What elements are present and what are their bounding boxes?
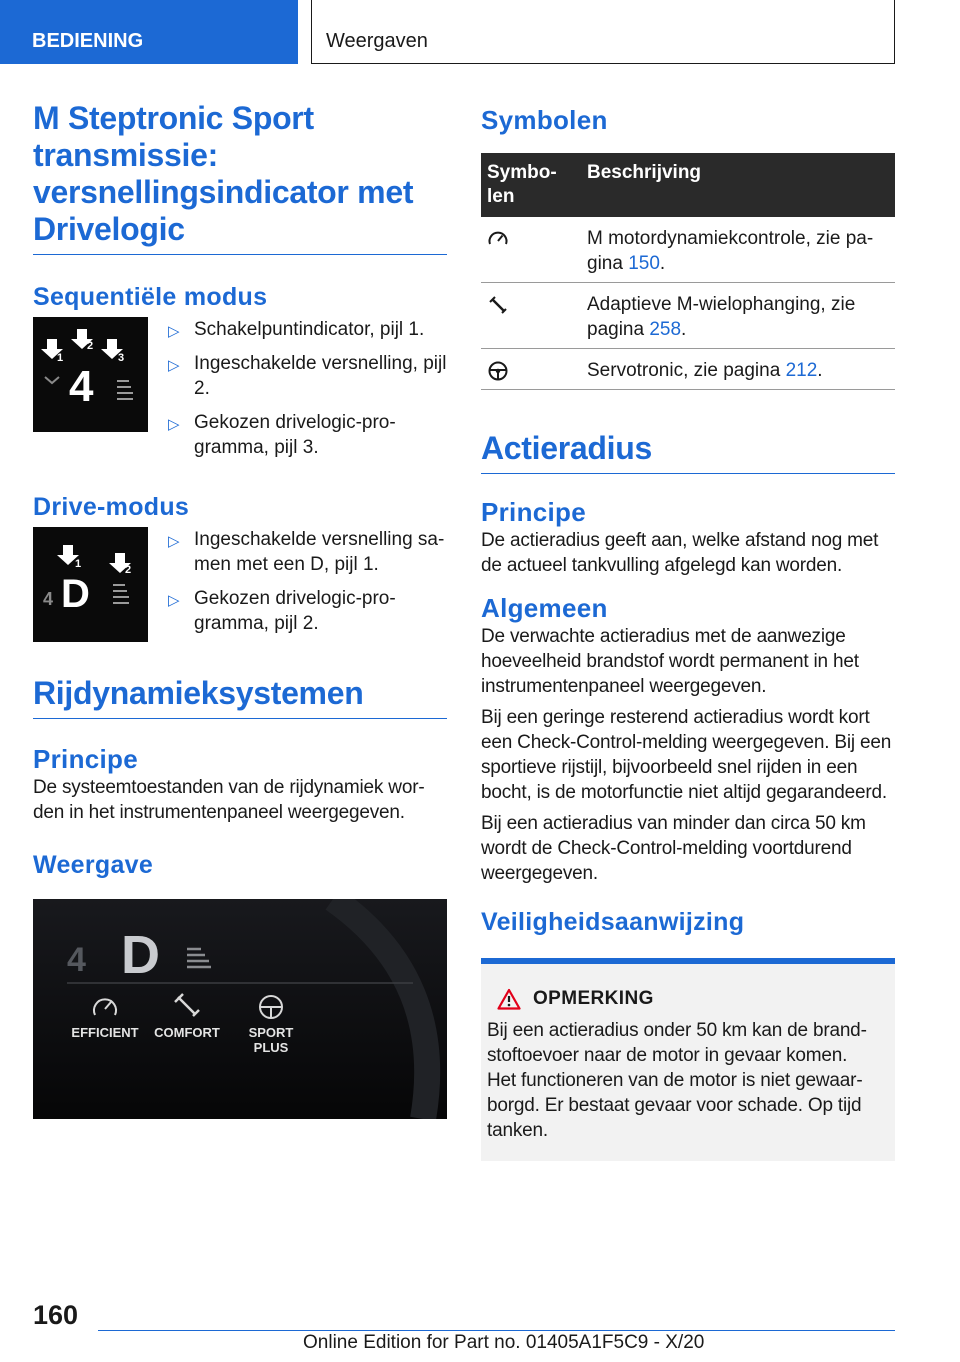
warning-triangle-icon xyxy=(497,988,521,1010)
gear-number: 4 xyxy=(43,589,54,609)
arrow-label-3: 3 xyxy=(118,352,125,364)
table-row xyxy=(481,217,895,283)
table-header-symbols: Symbolen xyxy=(481,153,581,217)
symbolen-heading: Symbolen xyxy=(481,105,608,135)
cluster-drive-letter: D xyxy=(121,925,160,985)
table-cell-description: Servotronic, zie pagina 212. xyxy=(581,349,895,390)
sequential-mode-row xyxy=(33,317,447,469)
gear-indicator-sequential-graphic xyxy=(33,317,148,432)
arrow-label-2: 2 xyxy=(87,340,94,352)
table-cell-icon xyxy=(481,349,581,390)
mode-label-plus: PLUS xyxy=(253,1040,289,1055)
arrow-label-2: 2 xyxy=(125,564,132,576)
drive-letter: D xyxy=(61,572,90,616)
section-tab[interactable]: BEDIENING xyxy=(0,0,298,64)
gear-number: 4 xyxy=(69,362,94,411)
arrow-label-1: 1 xyxy=(75,558,82,570)
notice-box xyxy=(481,958,895,1161)
page-link[interactable]: 150 xyxy=(628,253,660,274)
notice-paragraph-2: Het functioneren van de motor is niet gewaarborgd. Er bestaat gevaar voor schade. Op tijd tanken. xyxy=(487,1070,863,1141)
sequential-mode-image xyxy=(33,317,148,432)
mode-label-comfort: COMFORT xyxy=(154,1025,220,1040)
list-item: ▷ Ingeschakelde versnelling, pijl 2. xyxy=(168,353,447,399)
notice-paragraph-1: Bij een actieradius onder 50 km kan de brandstoftoevoer naar de motor in gevaar komen. xyxy=(487,1020,867,1066)
table-cell-icon xyxy=(481,217,581,283)
page-title: M Steptronic Sport transmissie: versnellingsindicator met Drivelogic xyxy=(33,100,447,255)
chapter-tab[interactable]: Weergaven xyxy=(311,0,895,64)
actieradius-principe-text: De actieradius geeft aan, welke afstand nog met de actueel tankvulling afgelegd kan worden. xyxy=(481,530,879,576)
rijdynamiek-principe-heading: Principe xyxy=(33,744,138,774)
page-number: 160 xyxy=(33,1300,79,1330)
mode-label-efficient: EFFICIENT xyxy=(71,1025,139,1040)
sequential-heading: Sequentiële modus xyxy=(33,283,268,311)
left-column xyxy=(33,100,447,1119)
table-cell-icon xyxy=(481,283,581,349)
mode-label-sport: SPORT xyxy=(248,1025,294,1040)
footer-edition: Online Edition for Part no. 01405A1F5C9 - X/20 xyxy=(303,1332,705,1353)
page-link[interactable]: 258 xyxy=(649,319,682,340)
rijdynamiek-title: Rijdynamieksystemen xyxy=(33,675,447,719)
weergave-heading: Weergave xyxy=(33,851,154,879)
table-row xyxy=(481,349,895,390)
list-item: ▷ Schakelpuntindicator, pijl 1. xyxy=(158,317,447,342)
drive-mode-row xyxy=(33,527,447,645)
table-header-row xyxy=(481,153,895,217)
list-item: ▷ Gekozen drivelogic-programma, pijl 2. xyxy=(168,588,396,634)
drive-list xyxy=(158,527,447,645)
instrument-cluster-graphic xyxy=(33,899,447,1119)
sequential-list xyxy=(158,317,447,469)
algemeen-paragraph-3: Bij een actieradius van minder dan circa 50 km wordt de Check-Control-melding voortdurend weergegeven. xyxy=(481,813,866,884)
shock-absorber-icon xyxy=(487,294,509,316)
algemeen-paragraph-2: Bij een geringe resterend actieradius wordt kort een Check-Control-melding weergegeven. Bij een sportieve rijstijl, bijvoorbeeld snel rijden in een bocht, is de motorfunctie niet altijd gegarandeerd. xyxy=(481,707,892,803)
gear-indicator-drive-graphic xyxy=(33,527,148,642)
algemeen-paragraph-1: De verwachte actieradius met de aanwezige hoeveelheid brandstof wordt permanent in het instrumentenpaneel weergegeven. xyxy=(481,626,859,697)
footer-divider xyxy=(98,1330,895,1331)
triangle-bullet-icon: ▷ xyxy=(168,533,180,550)
table-cell-description: Adaptieve M-wielophanging, zie pagina 258. xyxy=(581,283,895,349)
arrow-label-1: 1 xyxy=(57,352,64,364)
triangle-bullet-icon: ▷ xyxy=(168,592,180,609)
triangle-bullet-icon: ▷ xyxy=(168,323,180,340)
algemeen-heading: Algemeen xyxy=(481,593,608,623)
symbols-table xyxy=(481,153,895,390)
speedometer-icon xyxy=(487,228,509,250)
table-header-description: Beschrijving xyxy=(581,153,895,217)
list-item: ▷ Gekozen drivelogic-programma, pijl 3. xyxy=(168,412,396,458)
steering-wheel-icon xyxy=(487,360,509,382)
actieradius-principe-heading: Principe xyxy=(481,497,586,527)
triangle-bullet-icon: ▷ xyxy=(168,357,180,374)
notice-title: OPMERKING xyxy=(533,988,654,1009)
table-cell-description: M motordynamiekcontrole, zie pagina 150. xyxy=(581,217,895,283)
table-row xyxy=(481,283,895,349)
triangle-bullet-icon: ▷ xyxy=(168,416,180,433)
page-link[interactable]: 212 xyxy=(785,360,818,381)
right-column xyxy=(481,104,895,1161)
cluster-gear-number: 4 xyxy=(67,941,86,979)
actieradius-title: Actieradius xyxy=(481,430,895,474)
veiligheid-heading: Veiligheidsaanwijzing xyxy=(481,908,745,936)
rijdynamiek-principe-text: De systeemtoestanden van de rijdynamiek worden in het instrumentenpaneel weergegeven. xyxy=(33,777,425,823)
drive-mode-image xyxy=(33,527,148,642)
instrument-cluster-photo xyxy=(33,899,447,1119)
list-item: ▷ Ingeschakelde versnelling samen met een D, pijl 1. xyxy=(168,529,445,575)
notice-header xyxy=(487,988,889,1010)
drive-heading: Drive-modus xyxy=(33,493,190,521)
